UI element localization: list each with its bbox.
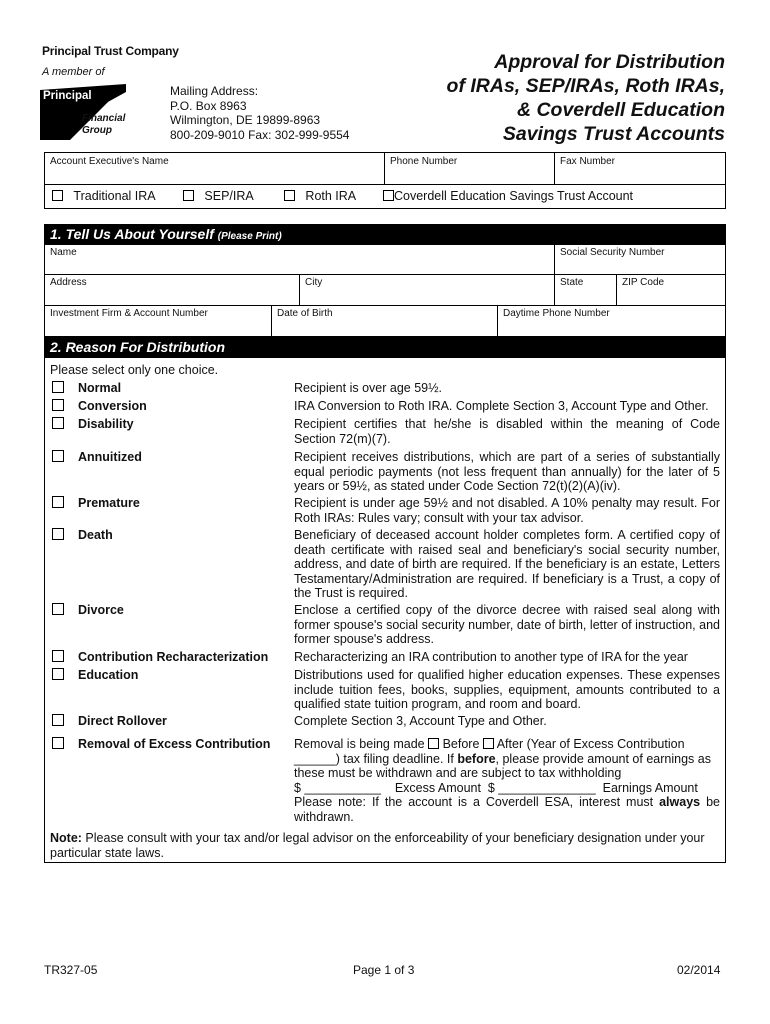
reason-desc: Recipient is under age 59½ and not disabled. A 10% penalty may result. For Roth IRAs: Rules vary; consult with your tax advisor. [294,496,720,525]
checkbox[interactable] [52,650,64,662]
reason-desc: Recipient receives distributions, which are part of a series of substantially equal periodic payments (not less frequent than annually) for the later of 5 years or 59½, as stated under Code Section 72(t)(2)(A)(iv). [294,450,720,494]
divider [44,274,726,275]
reason-conversion[interactable] [52,399,147,413]
section-2-note [50,831,722,860]
checkbox[interactable] [52,496,64,508]
excess-text: Removal is being made [294,737,425,751]
reason-desc: Enclose a certified copy of the divorce decree with raised seal along with former spouse's social security number, date of birth, letter of instruction, and former spouse's address. [294,603,720,647]
account-exec-field[interactable]: Account Executive's Name [50,156,169,167]
section-1-subtitle: (Please Print) [217,231,282,242]
reason-disability[interactable] [52,417,134,431]
excess-line-6: withdrawn. [294,809,354,824]
daytime-phone-field[interactable]: Daytime Phone Number [503,308,610,319]
reason-label: Divorce [78,603,124,617]
exec-fax-field[interactable]: Fax Number [560,156,616,167]
page-number: Page 1 of 3 [353,963,415,977]
account-type-label: Roth IRA [305,189,357,203]
excess-bold-text: before [457,751,496,766]
section-2-title: 2. Reason For Distribution [50,339,226,355]
excess-removal-desc [294,737,720,825]
reason-annuitized[interactable] [52,450,142,464]
reason-direct-rollover[interactable] [52,714,167,728]
title-line: of IRAs, SEP/IRAs, Roth IRAs, [446,75,725,97]
account-type-traditional[interactable] [52,189,156,203]
reason-label: Contribution Recharacterization [78,650,269,664]
checkbox[interactable] [52,668,64,680]
member-of-label: A member of [42,66,105,78]
reason-excess-removal[interactable] [52,737,270,751]
checkbox[interactable] [52,528,64,540]
divider [44,305,726,306]
reason-label: Annuitized [78,450,142,464]
note-text: Please consult with your tax and/or legal advisor on the enforceability of your beneficiary designation under your particular state laws. [50,831,705,860]
account-type-label: Traditional IRA [73,189,156,203]
address-field[interactable]: Address [50,277,87,288]
account-type-sep[interactable] [183,189,254,203]
earnings-amount-label: Earnings Amount [602,780,698,795]
excess-amount-label: Excess Amount [394,780,481,795]
logo-word-financial: Financial [82,113,126,124]
divider [616,274,617,305]
reason-label: Premature [78,496,140,510]
mailing-address [170,84,349,142]
account-type-label: Coverdell Education Savings Trust Account [394,189,634,203]
excess-line-3: these must be withdrawn and are subject to tax withholding [294,766,622,781]
account-type-label: SEP/IRA [204,189,254,203]
excess-line-1 [294,737,720,752]
reason-label: Conversion [78,399,147,413]
principal-logo [40,84,130,140]
title-line: & Coverdell Education [516,99,725,121]
checkbox[interactable] [52,714,64,726]
state-field[interactable]: State [560,277,584,288]
mailing-phone-fax: 800-209-9010 Fax: 302-999-9554 [170,127,350,142]
checkbox[interactable] [52,190,63,201]
mailing-city: Wilmington, DE 19899-8963 [170,113,321,127]
excess-bold-text: always [659,795,701,810]
excess-text: , please provide amount of earnings as [495,751,711,766]
city-field[interactable]: City [305,277,323,288]
section-1-title: 1. Tell Us About Yourself [50,226,214,242]
mailing-po-box: P.O. Box 8963 [170,98,247,113]
checkbox[interactable] [52,737,64,749]
reason-desc: Distributions used for qualified higher education expenses. These expenses include tuition fees, books, supplies, equipment, amounts contributed to a qualified state tuition program, and room and board. [294,668,720,712]
divider [497,305,498,337]
after-label: After (Year of Excess Contribution [496,737,685,751]
before-checkbox[interactable] [428,738,439,749]
after-checkbox[interactable] [483,738,494,749]
firm-account-field[interactable]: Investment Firm & Account Number [50,308,208,319]
reason-desc: Recipient certifies that he/she is disabled within the meaning of Code Section 72(m)(7). [294,417,720,446]
checkbox[interactable] [383,190,394,201]
logo-word-principal: Principal [43,90,92,102]
excess-line-4 [294,781,720,796]
title-line: Approval for Distribution [494,51,725,73]
mailing-label: Mailing Address: [170,84,259,98]
ssn-field[interactable]: Social Security Number [560,247,665,258]
divider [384,152,385,185]
divider [271,305,272,337]
divider [554,152,555,185]
account-type-coverdell[interactable] [383,189,633,203]
excess-amount-field[interactable]: $ ___________ [294,780,381,795]
reason-education[interactable] [52,668,138,682]
checkbox[interactable] [52,450,64,462]
exec-phone-field[interactable]: Phone Number [390,156,458,167]
reason-label: Direct Rollover [78,714,167,728]
before-label: Before [442,737,480,751]
reason-label: Disability [78,417,134,431]
reason-label: Death [78,528,113,542]
form-date: 02/2014 [677,963,721,977]
checkbox[interactable] [52,399,64,411]
checkbox[interactable] [183,190,194,201]
reason-premature[interactable] [52,496,140,510]
divider [299,274,300,305]
form-id: TR327-05 [44,963,98,977]
checkbox[interactable] [52,603,64,615]
reason-desc: IRA Conversion to Roth IRA. Complete Section 3, Account Type and Other. [294,399,709,413]
logo-word-group: Group [82,125,112,136]
reason-desc: Recipient is over age 59½. [294,381,443,395]
divider [554,244,555,305]
name-field[interactable]: Name [50,247,77,258]
checkbox[interactable] [284,190,295,201]
divider [44,184,726,185]
excess-text: ______) tax filing deadline. If [294,751,454,766]
excess-text: be [706,795,720,810]
checkbox[interactable] [52,417,64,429]
company-name: Principal Trust Company [42,44,179,58]
note-label: Note: [50,831,82,845]
dob-field[interactable]: Date of Birth [277,308,333,319]
form-title [395,50,725,146]
reason-label: Removal of Excess Contribution [78,737,271,751]
account-type-roth[interactable] [284,189,356,203]
excess-line-5 [294,795,720,810]
zip-field[interactable]: ZIP Code [622,277,665,288]
reason-label: Normal [78,381,122,395]
checkbox[interactable] [52,381,64,393]
reason-desc: Complete Section 3, Account Type and Other. [294,714,547,728]
excess-text: Please note: If the account is a Coverdell ESA, interest must [294,795,654,810]
reason-desc: Recharacterizing an IRA contribution to another type of IRA for the year [294,650,688,664]
reason-normal[interactable] [52,381,121,395]
reason-death[interactable] [52,528,113,542]
section-2-instruction: Please select only one choice. [50,363,219,377]
earnings-amount-field[interactable]: $ ______________ [487,780,596,795]
reason-desc: Beneficiary of deceased account holder completes form. A certified copy of death certificate with raised seal and beneficiary's social security number, address, and date of birth are required. If the beneficiary is an estate, Letters Testamentary/Administration are required. If beneficiary is a Trust, a copy of the Trust is required. [294,528,720,601]
title-line: Savings Trust Accounts [502,123,725,145]
reason-recharacterization[interactable] [52,650,268,664]
excess-line-2 [294,752,720,767]
reason-divorce[interactable] [52,603,124,617]
reason-label: Education [78,668,139,682]
